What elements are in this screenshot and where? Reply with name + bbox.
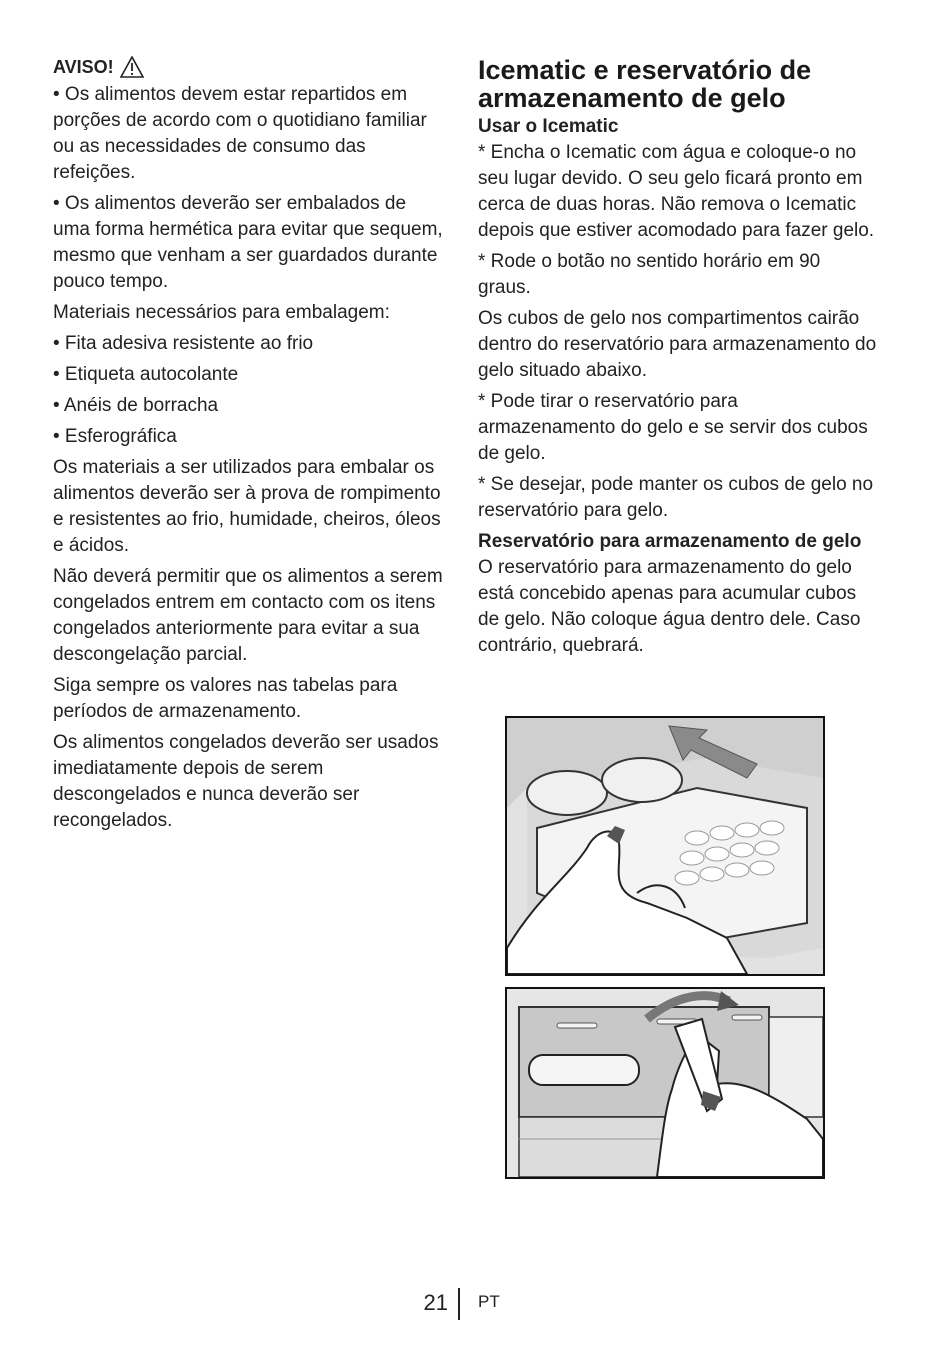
warning-heading (53, 52, 448, 82)
right-paragraph: * Rode o botão no sentido horário em 90 graus. (478, 251, 821, 298)
left-paragraph: • Os alimentos deverão ser embalados de uma forma hermética para evitar que sequem, mesmo que venham a ser guardados durante pouco tempo. (53, 193, 443, 292)
right-paragraph: * Encha o Icematic com água e coloque-o no seu lugar devido. O seu gelo ficará pronto em cerca de duas horas. Não remova o Icematic depois que estiver acomodado para fazer gelo. (478, 142, 875, 241)
figure-ice-tray (505, 716, 825, 976)
right-paragraph: Os cubos de gelo nos compartimentos cairão dentro do reservatório para armazenamento do gelo situado abaixo. (478, 308, 877, 381)
hand-turning-icematic-knob-illustration (507, 989, 823, 1177)
subheading-reservatorio: Reservatório para armazenamento de gelo (478, 531, 862, 552)
right-paragraph: * Pode tirar o reservatório para armazenamento do gelo e se servir dos cubos de gelo. (478, 391, 868, 464)
language-code: PT (478, 1292, 500, 1311)
left-list-item: • Fita adesiva resistente ao frio (53, 333, 314, 354)
figure-icematic-knob (505, 987, 825, 1179)
left-list-item: • Anéis de borracha (53, 395, 219, 416)
left-paragraph: • Os alimentos devem estar repartidos em porções de acordo com o quotidiano familiar ou as necessidades de consumo das refeições. (53, 84, 427, 183)
left-list-item: • Esferográfica (53, 426, 177, 447)
left-paragraph: Siga sempre os valores nas tabelas para períodos de armazenamento. (53, 675, 398, 722)
warning-triangle-icon (120, 56, 144, 78)
right-paragraph: * Se desejar, pode manter os cubos de gelo no reservatório para gelo. (478, 474, 874, 521)
left-list-item: • Etiqueta autocolante (53, 364, 239, 385)
left-paragraph: Não deverá permitir que os alimentos a serem congelados entrem em contacto com os itens congelados anteriormente para evitar a sua descongelação parcial. (53, 566, 443, 665)
page-number: 21 (423, 1290, 448, 1315)
left-column (53, 52, 448, 839)
left-paragraph: Os materiais a ser utilizados para embalar os alimentos deverão ser à prova de rompimento e resistentes ao frio, humidade, cheiros, óleos e ácidos. (53, 457, 441, 556)
warning-title: AVISO! (53, 57, 114, 77)
left-paragraph: Materiais necessários para embalagem: (53, 302, 390, 323)
hand-pulling-ice-tray-illustration (507, 718, 823, 974)
subheading-usar-icematic: Usar o Icematic (478, 116, 619, 137)
page-footer (0, 1288, 950, 1322)
right-column (478, 52, 878, 664)
right-paragraph: O reservatório para armazenamento do gelo está concebido apenas para acumular cubos de gelo. Não coloque água dentro dele. Caso contrário, quebrará. (478, 557, 861, 656)
footer-divider (458, 1288, 460, 1320)
left-paragraph: Os alimentos congelados deverão ser usados imediatamente depois de serem descongelados e nunca deverão ser recongelados. (53, 732, 439, 831)
section-title: Icematic e reservatório de armazenamento de gelo (478, 55, 812, 113)
